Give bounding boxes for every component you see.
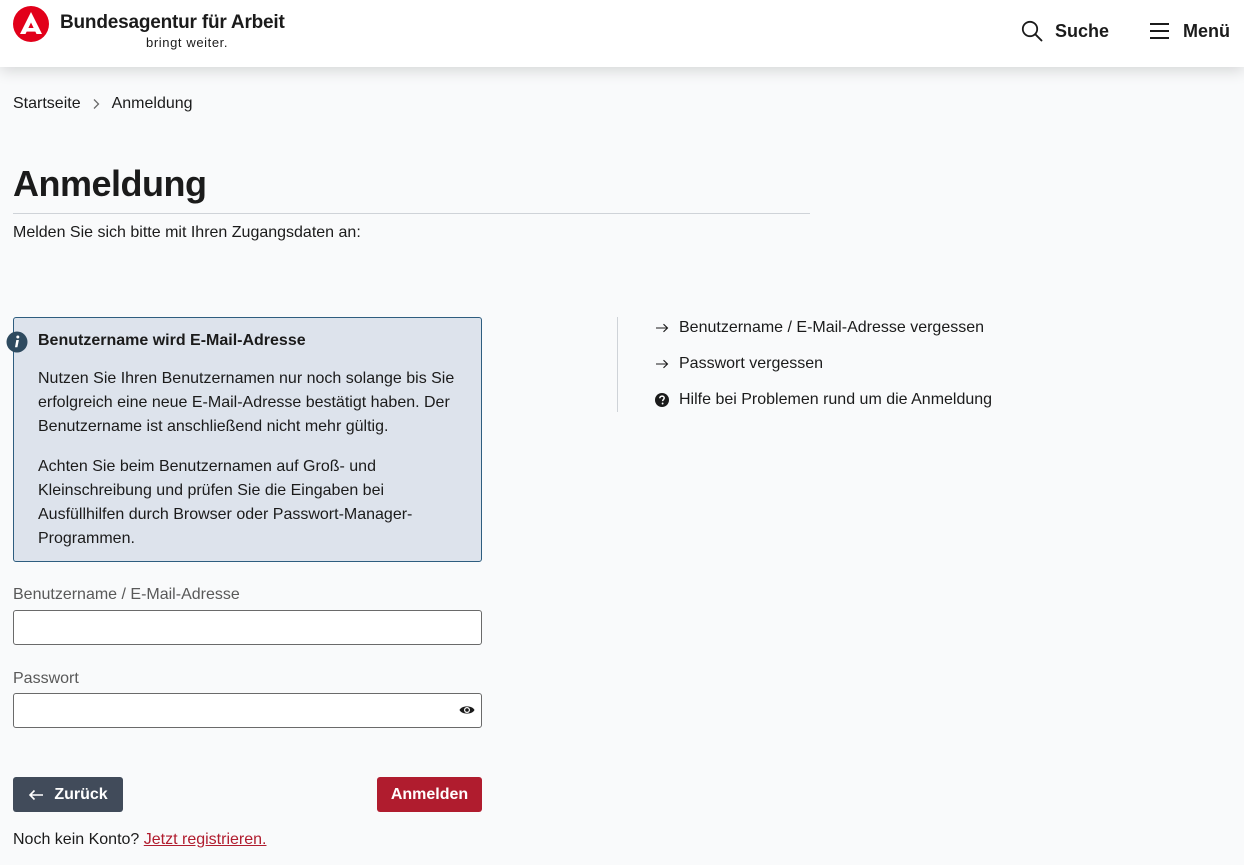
info-box — [13, 317, 482, 562]
login-help-link[interactable] — [655, 389, 992, 411]
menu-label: Menü — [1183, 20, 1230, 41]
register-line — [13, 831, 266, 849]
forgot-password-label: Passwort vergessen — [679, 355, 824, 372]
password-input[interactable] — [13, 693, 482, 728]
username-input[interactable] — [13, 610, 482, 645]
search-button[interactable] — [1021, 18, 1109, 44]
forgot-password-link[interactable] — [655, 353, 992, 375]
username-label: Benutzername / E-Mail-Adresse — [13, 586, 240, 603]
info-heading: Benutzername wird E-Mail-Adresse — [38, 332, 306, 349]
hamburger-icon — [1149, 22, 1171, 40]
title-divider — [13, 213, 810, 214]
login-button[interactable]: Anmelden — [377, 777, 482, 812]
arrow-right-icon — [655, 323, 671, 333]
search-label: Suche — [1055, 20, 1110, 41]
info-icon — [6, 331, 28, 353]
org-name[interactable]: Bundesagentur für Arbeit — [60, 12, 285, 33]
ba-logo-icon[interactable] — [13, 6, 49, 42]
forgot-username-link[interactable] — [655, 317, 992, 339]
breadcrumb — [13, 94, 193, 114]
info-paragraph-1: Nutzen Sie Ihren Benutzernamen nur noch solange bis Sie erfolgreich eine neue E-Mail-Adresse bestätigt haben. Der Benutzername ist anschließend nicht mehr gültig. — [38, 370, 455, 435]
org-tagline: bringt weiter. — [146, 35, 229, 50]
chevron-right-icon — [92, 98, 100, 110]
question-icon — [655, 393, 671, 407]
register-prompt: Noch kein Konto? — [13, 831, 140, 848]
eye-icon[interactable] — [459, 704, 475, 716]
info-paragraph-2: Achten Sie beim Benutzernamen auf Groß- und Kleinschreibung und prüfen Sie die Eingaben bei Ausfüllhilfen durch Browser oder Passwort-Manager-Programmen. — [38, 458, 413, 547]
forgot-username-label: Benutzername / E-Mail-Adresse vergessen — [679, 319, 985, 336]
back-button[interactable] — [13, 777, 123, 812]
help-links — [617, 317, 992, 412]
page-title: Anmeldung — [13, 163, 207, 204]
password-label: Passwort — [13, 670, 79, 687]
breadcrumb-item-startseite[interactable]: Startseite — [13, 95, 81, 112]
back-label: Zurück — [54, 785, 108, 803]
menu-button[interactable] — [1149, 18, 1230, 44]
breadcrumb-item-current: Anmeldung — [111, 95, 193, 112]
site-header — [0, 0, 1244, 67]
search-icon — [1021, 20, 1043, 42]
intro-text: Melden Sie sich bitte mit Ihren Zugangsdaten an: — [13, 224, 361, 241]
arrow-left-icon — [28, 789, 44, 801]
register-link[interactable]: Jetzt registrieren. — [143, 831, 267, 848]
login-help-label: Hilfe bei Problemen rund um die Anmeldung — [679, 391, 993, 408]
arrow-right-icon — [655, 359, 671, 369]
